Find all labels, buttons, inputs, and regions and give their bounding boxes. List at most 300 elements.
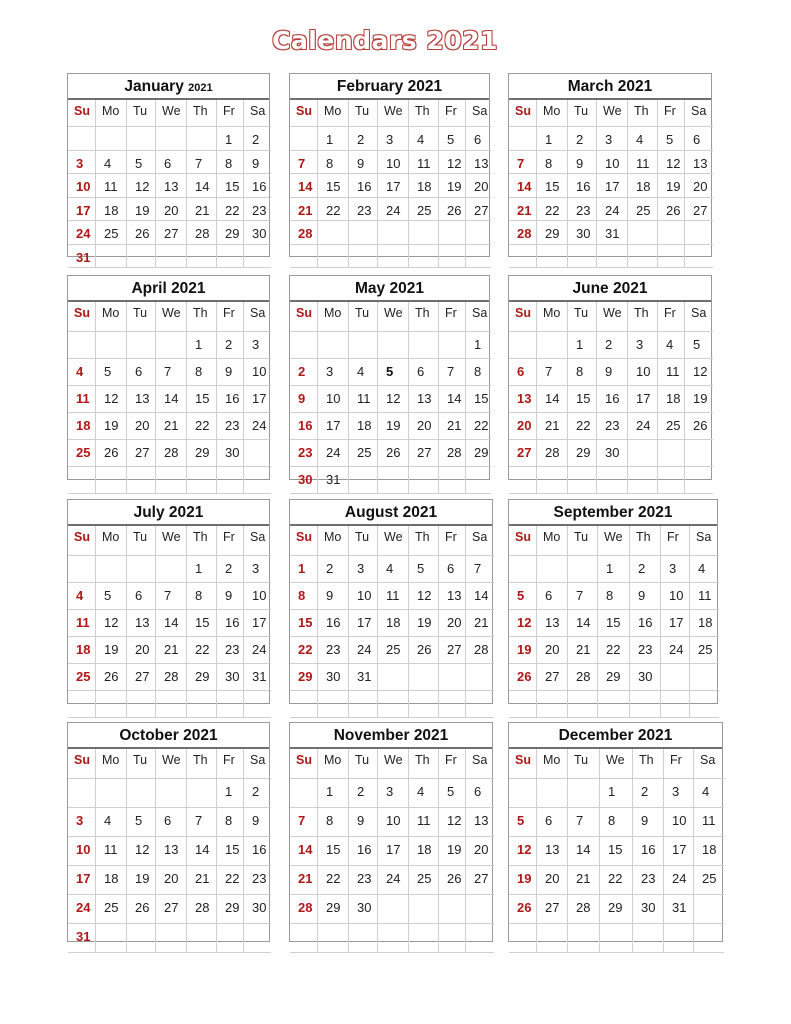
day-cell: 12 <box>509 837 537 866</box>
month-name: May <box>355 280 386 297</box>
day-cell: 30 <box>349 895 378 924</box>
day-cell: 9 <box>244 151 271 175</box>
day-cell: 28 <box>439 440 466 467</box>
day-cell: 29 <box>187 664 217 691</box>
day-cell: 4 <box>409 127 439 151</box>
weekday-header: Mo <box>318 302 349 332</box>
weekday-header: We <box>156 302 187 332</box>
page-title: Calendars 2021 <box>272 26 498 55</box>
day-cell: 29 <box>600 895 633 924</box>
day-cell: 21 <box>509 198 537 222</box>
day-cell: 19 <box>439 174 466 198</box>
weekday-header: Tu <box>349 526 378 556</box>
weekday-header: Mo <box>96 749 127 779</box>
day-cell: 17 <box>597 174 628 198</box>
day-cell: 6 <box>685 127 713 151</box>
weekday-header: Fr <box>658 302 685 332</box>
day-cell: 7 <box>156 583 187 610</box>
day-cell: 9 <box>318 583 349 610</box>
day-cell: 25 <box>378 637 409 664</box>
day-cell: 30 <box>597 440 628 467</box>
day-cell: 9 <box>568 151 597 175</box>
day-cell: 29 <box>290 664 318 691</box>
day-cell: 8 <box>598 583 630 610</box>
day-cell: 6 <box>537 583 568 610</box>
empty-cell <box>96 245 127 269</box>
weekday-header: Sa <box>694 749 724 779</box>
empty-cell <box>439 664 466 691</box>
weekday-header: Sa <box>685 302 713 332</box>
day-cell: 26 <box>658 198 685 222</box>
day-cell: 11 <box>658 359 685 386</box>
day-cell: 5 <box>96 583 127 610</box>
day-cell: 3 <box>628 332 658 359</box>
empty-cell <box>349 924 378 953</box>
empty-cell <box>694 924 724 953</box>
day-cell: 24 <box>597 198 628 222</box>
day-grid <box>68 100 269 268</box>
day-cell: 3 <box>378 779 409 808</box>
day-cell: 23 <box>318 637 349 664</box>
day-cell: 11 <box>694 808 724 837</box>
day-grid <box>290 749 492 953</box>
day-cell: 30 <box>244 895 271 924</box>
day-cell: 16 <box>318 610 349 637</box>
day-cell: 22 <box>568 413 597 440</box>
day-cell: 24 <box>664 866 694 895</box>
empty-cell <box>127 556 156 583</box>
weekday-header: We <box>378 526 409 556</box>
day-cell: 3 <box>244 556 271 583</box>
day-cell: 6 <box>537 808 568 837</box>
day-cell: 20 <box>127 413 156 440</box>
day-grid <box>509 302 711 494</box>
day-cell: 4 <box>378 556 409 583</box>
day-cell: 16 <box>568 174 597 198</box>
day-cell: 13 <box>156 837 187 866</box>
day-cell: 13 <box>466 808 494 837</box>
day-cell: 19 <box>127 866 156 895</box>
day-cell: 8 <box>318 808 349 837</box>
empty-cell <box>690 691 719 718</box>
day-cell: 1 <box>318 127 349 151</box>
empty-cell <box>439 895 466 924</box>
day-cell: 13 <box>156 174 187 198</box>
empty-cell <box>439 221 466 245</box>
day-cell: 14 <box>466 583 494 610</box>
day-cell: 17 <box>244 386 271 413</box>
day-cell: 19 <box>96 637 127 664</box>
day-cell: 11 <box>409 151 439 175</box>
day-cell: 23 <box>244 866 271 895</box>
day-cell: 20 <box>537 866 568 895</box>
day-cell: 29 <box>217 895 244 924</box>
weekday-header: Tu <box>568 749 600 779</box>
month-year: 2021 <box>171 280 206 297</box>
weekday-header: Mo <box>96 302 127 332</box>
weekday-header: Sa <box>244 100 271 127</box>
day-cell: 15 <box>290 610 318 637</box>
empty-cell <box>409 924 439 953</box>
empty-cell <box>290 127 318 151</box>
day-cell: 2 <box>217 332 244 359</box>
day-cell: 15 <box>217 837 244 866</box>
empty-cell <box>217 691 244 718</box>
weekday-header: Tu <box>127 100 156 127</box>
day-cell: 25 <box>409 198 439 222</box>
day-cell: 16 <box>217 610 244 637</box>
day-cell: 7 <box>568 583 598 610</box>
day-cell: 16 <box>349 174 378 198</box>
day-cell: 7 <box>509 151 537 175</box>
day-cell: 6 <box>466 779 494 808</box>
day-cell: 14 <box>290 837 318 866</box>
day-cell: 9 <box>630 583 661 610</box>
empty-cell <box>509 467 537 494</box>
day-cell: 9 <box>244 808 271 837</box>
empty-cell <box>68 691 96 718</box>
day-cell: 20 <box>439 610 466 637</box>
empty-cell <box>187 691 217 718</box>
weekday-header: Th <box>409 749 439 779</box>
weekday-header: Sa <box>466 302 491 332</box>
day-cell: 4 <box>96 151 127 175</box>
day-cell: 27 <box>409 440 439 467</box>
empty-cell <box>244 245 271 269</box>
empty-cell <box>244 440 271 467</box>
day-cell: 23 <box>290 440 318 467</box>
day-cell: 14 <box>439 386 466 413</box>
weekday-header: Tu <box>349 302 378 332</box>
day-cell: 2 <box>318 556 349 583</box>
empty-cell <box>127 779 156 808</box>
day-cell: 19 <box>409 610 439 637</box>
month-june <box>508 275 712 480</box>
day-cell: 14 <box>568 610 598 637</box>
day-cell: 29 <box>598 664 630 691</box>
day-cell: 14 <box>290 174 318 198</box>
day-cell: 18 <box>378 610 409 637</box>
day-cell: 26 <box>439 866 466 895</box>
day-cell: 1 <box>600 779 633 808</box>
month-may <box>289 275 490 487</box>
day-cell: 21 <box>466 610 494 637</box>
day-cell: 23 <box>633 866 664 895</box>
weekday-header: Su <box>290 749 318 779</box>
empty-cell <box>290 691 318 718</box>
day-cell: 27 <box>156 221 187 245</box>
day-cell: 2 <box>597 332 628 359</box>
day-cell: 19 <box>127 198 156 222</box>
weekday-header: Tu <box>568 100 597 127</box>
day-cell: 23 <box>217 413 244 440</box>
empty-cell <box>156 691 187 718</box>
empty-cell <box>318 221 349 245</box>
day-cell: 12 <box>378 386 409 413</box>
month-year: 2021 <box>617 78 653 95</box>
day-cell: 26 <box>509 895 537 924</box>
empty-cell <box>658 245 685 269</box>
month-year: 2021 <box>637 504 673 521</box>
day-cell: 20 <box>156 866 187 895</box>
day-cell: 17 <box>664 837 694 866</box>
empty-cell <box>127 332 156 359</box>
day-grid <box>68 302 269 494</box>
day-cell: 30 <box>630 664 661 691</box>
day-cell: 18 <box>409 174 439 198</box>
month-name: April <box>131 280 167 297</box>
empty-cell <box>217 467 244 494</box>
month-september <box>508 499 718 704</box>
day-cell: 16 <box>244 174 271 198</box>
day-cell: 15 <box>600 837 633 866</box>
day-cell: 4 <box>658 332 685 359</box>
day-cell: 12 <box>658 151 685 175</box>
day-cell: 24 <box>378 866 409 895</box>
day-cell: 29 <box>187 440 217 467</box>
day-cell: 29 <box>537 221 568 245</box>
day-cell: 3 <box>244 332 271 359</box>
day-cell: 5 <box>127 808 156 837</box>
day-cell: 7 <box>290 151 318 175</box>
day-cell: 7 <box>537 359 568 386</box>
weekday-header: Tu <box>349 100 378 127</box>
empty-cell <box>509 691 537 718</box>
day-cell: 27 <box>466 866 494 895</box>
day-cell: 20 <box>127 637 156 664</box>
month-title <box>68 500 269 526</box>
day-cell: 29 <box>568 440 597 467</box>
weekday-header: Tu <box>127 526 156 556</box>
month-year: 2021 <box>413 727 449 744</box>
day-cell: 7 <box>290 808 318 837</box>
weekday-header: Su <box>68 749 96 779</box>
day-cell: 22 <box>318 198 349 222</box>
day-cell: 5 <box>439 779 466 808</box>
empty-cell <box>217 245 244 269</box>
day-cell: 9 <box>217 359 244 386</box>
weekday-header: We <box>378 100 409 127</box>
day-cell: 20 <box>537 637 568 664</box>
day-cell: 6 <box>127 359 156 386</box>
day-cell: 13 <box>685 151 713 175</box>
month-title <box>68 74 269 100</box>
day-cell: 16 <box>597 386 628 413</box>
day-cell: 14 <box>509 174 537 198</box>
day-cell: 29 <box>318 895 349 924</box>
day-cell: 17 <box>378 174 409 198</box>
empty-cell <box>509 332 537 359</box>
empty-cell <box>537 332 568 359</box>
month-february <box>289 73 490 257</box>
day-cell: 10 <box>349 583 378 610</box>
empty-cell <box>409 664 439 691</box>
day-cell: 5 <box>439 127 466 151</box>
empty-cell <box>509 245 537 269</box>
day-cell: 23 <box>349 866 378 895</box>
month-january <box>67 73 270 265</box>
day-cell: 27 <box>466 198 491 222</box>
day-cell: 11 <box>628 151 658 175</box>
month-title <box>290 276 489 302</box>
day-cell: 25 <box>68 440 96 467</box>
day-cell: 31 <box>68 245 96 269</box>
empty-cell <box>127 127 156 151</box>
day-cell: 8 <box>466 359 491 386</box>
weekday-header: Mo <box>537 302 568 332</box>
weekday-header: Su <box>509 749 537 779</box>
month-august <box>289 499 493 704</box>
empty-cell <box>633 924 664 953</box>
day-cell: 8 <box>568 359 597 386</box>
day-cell: 12 <box>439 808 466 837</box>
day-cell: 8 <box>290 583 318 610</box>
empty-cell <box>466 664 494 691</box>
weekday-header: Fr <box>217 526 244 556</box>
day-cell: 3 <box>597 127 628 151</box>
day-cell: 2 <box>244 779 271 808</box>
day-cell: 23 <box>217 637 244 664</box>
day-cell: 7 <box>187 151 217 175</box>
day-cell: 10 <box>318 386 349 413</box>
day-cell: 17 <box>628 386 658 413</box>
day-cell: 19 <box>658 174 685 198</box>
empty-cell <box>685 245 713 269</box>
empty-cell <box>244 924 271 953</box>
day-cell: 18 <box>628 174 658 198</box>
empty-cell <box>68 467 96 494</box>
day-cell: 24 <box>68 221 96 245</box>
month-name: August <box>344 504 399 521</box>
empty-cell <box>630 691 661 718</box>
empty-cell <box>664 924 694 953</box>
month-year: 2021 <box>613 280 648 297</box>
day-cell: 7 <box>187 808 217 837</box>
empty-cell <box>378 245 409 269</box>
day-cell: 6 <box>409 359 439 386</box>
empty-cell <box>628 221 658 245</box>
weekday-header: Sa <box>690 526 719 556</box>
weekday-header: Th <box>409 100 439 127</box>
weekday-header: We <box>597 302 628 332</box>
day-cell: 13 <box>537 837 568 866</box>
day-cell: 19 <box>509 637 537 664</box>
empty-cell <box>156 467 187 494</box>
empty-cell <box>349 245 378 269</box>
day-cell: 23 <box>349 198 378 222</box>
day-cell: 29 <box>466 440 491 467</box>
weekday-header: Tu <box>127 302 156 332</box>
empty-cell <box>156 924 187 953</box>
empty-cell <box>597 467 628 494</box>
empty-cell <box>628 467 658 494</box>
weekday-header: Su <box>68 100 96 127</box>
day-cell: 8 <box>600 808 633 837</box>
day-cell: 28 <box>537 440 568 467</box>
day-cell: 26 <box>409 637 439 664</box>
day-cell: 18 <box>349 413 378 440</box>
day-cell: 23 <box>568 198 597 222</box>
weekday-header: Th <box>628 100 658 127</box>
empty-cell <box>466 221 491 245</box>
day-cell: 14 <box>156 610 187 637</box>
empty-cell <box>658 440 685 467</box>
empty-cell <box>628 245 658 269</box>
empty-cell <box>568 691 598 718</box>
day-cell: 31 <box>68 924 96 953</box>
day-cell: 27 <box>439 637 466 664</box>
day-cell: 15 <box>466 386 491 413</box>
empty-cell <box>187 779 217 808</box>
day-cell: 18 <box>96 866 127 895</box>
day-cell: 12 <box>439 151 466 175</box>
day-cell: 15 <box>318 174 349 198</box>
empty-cell <box>187 467 217 494</box>
day-cell: 13 <box>127 386 156 413</box>
day-cell: 3 <box>349 556 378 583</box>
weekday-header: Tu <box>568 302 597 332</box>
day-cell: 2 <box>630 556 661 583</box>
day-cell: 7 <box>439 359 466 386</box>
weekday-header: Th <box>628 302 658 332</box>
day-cell: 16 <box>349 837 378 866</box>
day-cell: 9 <box>290 386 318 413</box>
empty-cell <box>96 924 127 953</box>
empty-cell <box>96 332 127 359</box>
weekday-header: Mo <box>96 526 127 556</box>
empty-cell <box>96 467 127 494</box>
day-cell: 25 <box>694 866 724 895</box>
day-cell: 21 <box>568 637 598 664</box>
empty-cell <box>439 245 466 269</box>
day-cell: 13 <box>537 610 568 637</box>
weekday-header: Mo <box>537 100 568 127</box>
empty-cell <box>409 691 439 718</box>
day-cell: 14 <box>187 837 217 866</box>
day-cell: 25 <box>690 637 719 664</box>
day-cell: 19 <box>509 866 537 895</box>
day-cell: 19 <box>685 386 713 413</box>
empty-cell <box>318 924 349 953</box>
weekday-header: We <box>600 749 633 779</box>
day-cell: 8 <box>318 151 349 175</box>
day-cell: 21 <box>290 198 318 222</box>
day-cell: 31 <box>244 664 271 691</box>
day-cell: 29 <box>217 221 244 245</box>
day-cell: 9 <box>349 808 378 837</box>
day-cell: 26 <box>439 198 466 222</box>
day-cell: 11 <box>96 837 127 866</box>
day-cell: 26 <box>127 221 156 245</box>
empty-cell <box>187 924 217 953</box>
day-cell: 11 <box>378 583 409 610</box>
day-cell: 20 <box>409 413 439 440</box>
day-cell: 1 <box>290 556 318 583</box>
day-cell: 5 <box>509 808 537 837</box>
day-cell: 17 <box>378 837 409 866</box>
month-year: 2021 <box>389 280 424 297</box>
day-cell: 15 <box>568 386 597 413</box>
month-title <box>290 723 492 749</box>
empty-cell <box>694 895 724 924</box>
weekday-header: We <box>156 749 187 779</box>
weekday-header: Su <box>290 100 318 127</box>
weekday-header: Sa <box>685 100 713 127</box>
day-cell: 4 <box>694 779 724 808</box>
month-title <box>509 500 717 526</box>
day-cell: 17 <box>244 610 271 637</box>
day-cell: 28 <box>509 221 537 245</box>
